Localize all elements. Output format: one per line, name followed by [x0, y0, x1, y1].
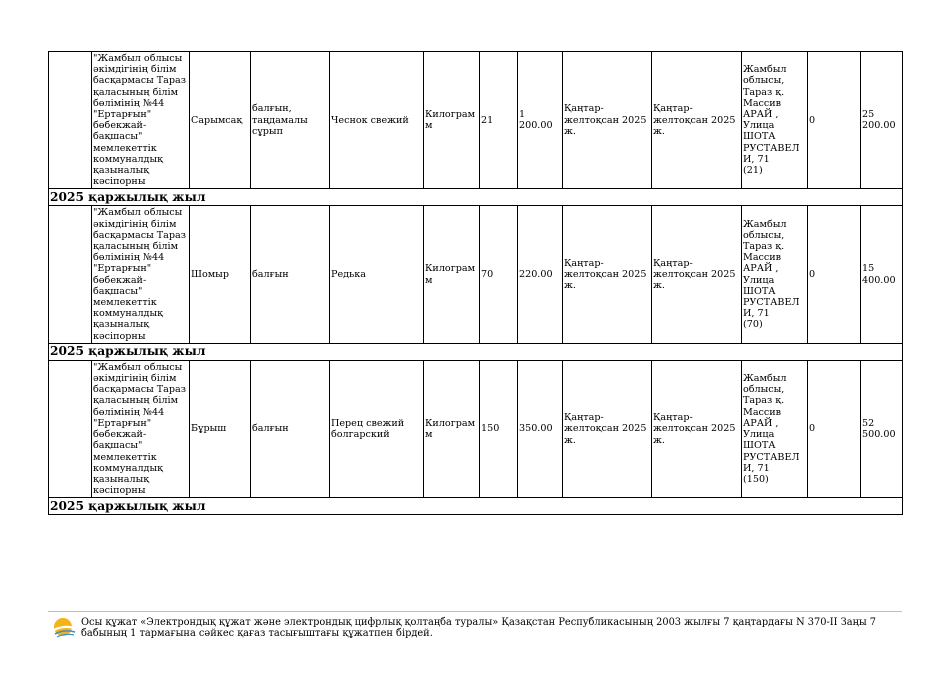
name-kz-cell: Сарымсақ	[190, 52, 251, 189]
total-cell: 52 500.00	[861, 360, 903, 497]
name-ru-cell: Редька	[330, 206, 424, 343]
total-cell: 25 200.00	[861, 52, 903, 189]
period-start-cell: Қаңтар-желтоқсан 2025 ж.	[563, 360, 652, 497]
table-row	[49, 206, 903, 343]
name-ru-cell: Перец свежий болгарский	[330, 360, 424, 497]
price-cell: 350.00	[518, 360, 563, 497]
quantity-cell: 150	[480, 360, 518, 497]
description-cell: балғын	[251, 206, 330, 343]
legal-notice-text: Осы құжат «Электрондық құжат және электрондық цифрлық қолтаңба туралы» Қазақстан Республикасының 2003 жылғы 7 қаңтардағы N 370-II Заңы 7 бабының 1 тармағына сәйкес қағаз тасығыштағы құжатпен бірдей.	[81, 617, 876, 640]
e-signature-logo-icon	[51, 616, 77, 640]
total-cell: 15 400.00	[861, 206, 903, 343]
row-number-cell	[49, 206, 92, 343]
row-number-cell	[49, 360, 92, 497]
period-start-cell: Қаңтар-желтоқсан 2025 ж.	[563, 206, 652, 343]
unit-cell: Килограмм	[424, 206, 480, 343]
year-label: 2025 қаржылық жыл	[49, 343, 903, 360]
address-cell: Жамбыл облысы, Тараз қ. Массив АРАЙ , Улица ШОТА РУСТАВЕЛИ, 71 (70)	[742, 206, 808, 343]
organization-cell: "Жамбыл облысы әкімдігінің білім басқармасы Тараз қаласының білім бөлімінің №44 "Ертарғын" бөбекжай-бақшасы" мемлекеттік коммуналдық қазыналық кәсіпорны	[92, 360, 190, 497]
name-ru-cell: Чеснок свежий	[330, 52, 424, 189]
name-kz-cell: Бұрыш	[190, 360, 251, 497]
name-kz-cell: Шомыр	[190, 206, 251, 343]
address-cell: Жамбыл облысы, Тараз қ. Массив АРАЙ , Улица ШОТА РУСТАВЕЛИ, 71 (150)	[742, 360, 808, 497]
unit-cell: Килограмм	[424, 360, 480, 497]
year-row	[49, 343, 903, 360]
procurement-plan-table	[48, 51, 903, 515]
organization-cell: "Жамбыл облысы әкімдігінің білім басқармасы Тараз қаласының білім бөлімінің №44 "Ертарғын" бөбекжай-бақшасы" мемлекеттік коммуналдық қазыналық кәсіпорны	[92, 52, 190, 189]
period-end-cell: Қаңтар-желтоқсан 2025 ж.	[652, 206, 742, 343]
advance-cell: 0	[808, 52, 861, 189]
address-cell: Жамбыл облысы, Тараз қ. Массив АРАЙ , Улица ШОТА РУСТАВЕЛИ, 71 (21)	[742, 52, 808, 189]
footer-divider	[48, 611, 902, 612]
period-end-cell: Қаңтар-желтоқсан 2025 ж.	[652, 360, 742, 497]
year-label: 2025 қаржылық жыл	[49, 189, 903, 206]
footer	[49, 615, 902, 645]
table-row	[49, 360, 903, 497]
advance-cell: 0	[808, 360, 861, 497]
price-cell: 1 200.00	[518, 52, 563, 189]
period-end-cell: Қаңтар-желтоқсан 2025 ж.	[652, 52, 742, 189]
organization-cell: "Жамбыл облысы әкімдігінің білім басқармасы Тараз қаласының білім бөлімінің №44 "Ертарғын" бөбекжай-бақшасы" мемлекеттік коммуналдық қазыналық кәсіпорны	[92, 206, 190, 343]
quantity-cell: 21	[480, 52, 518, 189]
unit-cell: Килограмм	[424, 52, 480, 189]
quantity-cell: 70	[480, 206, 518, 343]
table-row	[49, 52, 903, 189]
description-cell: балғын	[251, 360, 330, 497]
price-cell: 220.00	[518, 206, 563, 343]
row-number-cell	[49, 52, 92, 189]
description-cell: балғын, таңдамалы сұрып	[251, 52, 330, 189]
year-row	[49, 189, 903, 206]
period-start-cell: Қаңтар-желтоқсан 2025 ж.	[563, 52, 652, 189]
year-row	[49, 498, 903, 515]
year-label: 2025 қаржылық жыл	[49, 498, 903, 515]
advance-cell: 0	[808, 206, 861, 343]
